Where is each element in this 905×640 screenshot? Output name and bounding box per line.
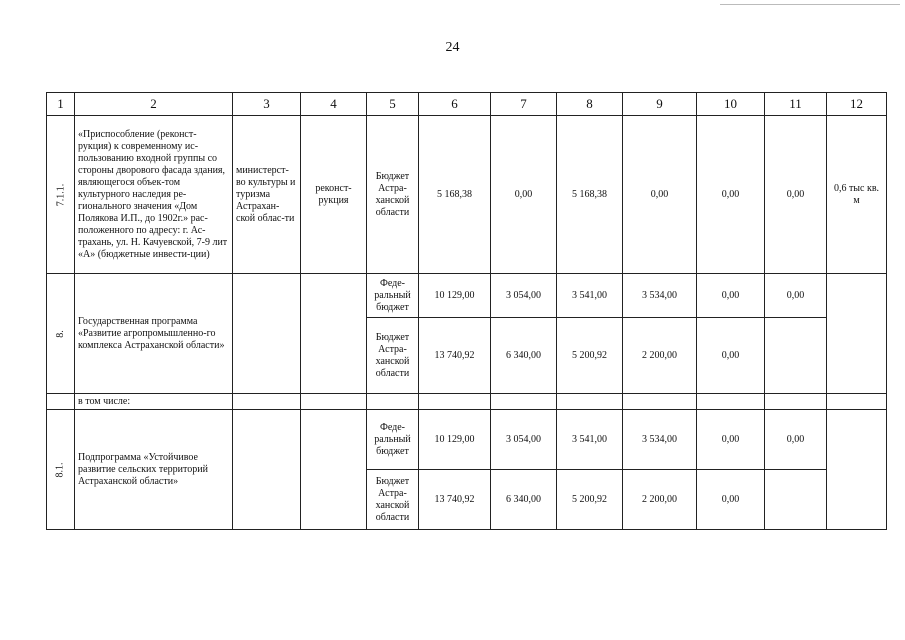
row-source: Бюджет Астра-ханской области xyxy=(367,470,419,530)
cell-c6: 10 129,00 xyxy=(419,410,491,470)
col-header-7: 7 xyxy=(491,93,557,116)
col-header-2: 2 xyxy=(75,93,233,116)
cell-c9: 2 200,00 xyxy=(623,470,697,530)
row-code: 8.1. xyxy=(47,410,75,530)
row-type xyxy=(301,410,367,530)
cell-c10: 0,00 xyxy=(697,410,765,470)
cell-c9: 0,00 xyxy=(623,116,697,274)
table-row-8-1-federal xyxy=(47,410,887,470)
cell-c12: 0,6 тыс кв. м xyxy=(827,116,887,274)
cell-c6: 10 129,00 xyxy=(419,274,491,318)
cell-c10: 0,00 xyxy=(697,274,765,318)
row-name: в том числе: xyxy=(75,394,233,410)
cell-c6: 13 740,92 xyxy=(419,318,491,394)
row-source: Бюджет Астра-ханской области xyxy=(367,318,419,394)
cell-c7: 6 340,00 xyxy=(491,318,557,394)
cell-c7: 6 340,00 xyxy=(491,470,557,530)
table-row-including xyxy=(47,394,887,410)
cell-c11: 0,00 xyxy=(765,410,827,470)
col-header-9: 9 xyxy=(623,93,697,116)
cell-c11 xyxy=(765,318,827,394)
cell-c8: 5 200,92 xyxy=(557,318,623,394)
col-header-6: 6 xyxy=(419,93,491,116)
cell-c6: 5 168,38 xyxy=(419,116,491,274)
row-code: 7.1.1. xyxy=(47,116,75,274)
page-number: 24 xyxy=(445,40,460,55)
col-header-5: 5 xyxy=(367,93,419,116)
col-header-4: 4 xyxy=(301,93,367,116)
row-code: 8. xyxy=(47,274,75,394)
cell-c8: 3 541,00 xyxy=(557,410,623,470)
top-edge-line xyxy=(720,4,900,5)
cell-c9: 3 534,00 xyxy=(623,410,697,470)
col-header-11: 11 xyxy=(765,93,827,116)
row-executor xyxy=(233,274,301,394)
cell-c11: 0,00 xyxy=(765,274,827,318)
cell-c10: 0,00 xyxy=(697,470,765,530)
cell-c8: 5 200,92 xyxy=(557,470,623,530)
cell-c8: 5 168,38 xyxy=(557,116,623,274)
cell-c10: 0,00 xyxy=(697,116,765,274)
row-executor xyxy=(233,410,301,530)
cell-c7: 3 054,00 xyxy=(491,274,557,318)
row-type: реконст-рукция xyxy=(301,116,367,274)
row-name: «Приспособление (реконст-рукция) к современному ис-пользованию входной группы со стороны дворового фасада здания, являющегося объек-том культурного наследия ре-гионального значения «Дом Полякова И.П., до 1902г.» рас-положенного по адресу: г. Ас-трахань, ул. Н. Качуевской, 7-9 лит «А» (бюджетные инвести-ции) xyxy=(75,116,233,274)
col-header-10: 10 xyxy=(697,93,765,116)
row-type xyxy=(301,274,367,394)
row-name: Подпрограмма «Устойчивое развитие сельских территорий Астраханской области» xyxy=(75,410,233,530)
cell-c8: 3 541,00 xyxy=(557,274,623,318)
cell-c6: 13 740,92 xyxy=(419,470,491,530)
cell-c12 xyxy=(827,274,887,394)
row-source: Бюджет Астра-ханской области xyxy=(367,116,419,274)
cell-c7: 3 054,00 xyxy=(491,410,557,470)
cell-c12 xyxy=(827,410,887,530)
row-executor: министерст-во культуры и туризма Астрахан-ской облас-ти xyxy=(233,116,301,274)
col-header-1: 1 xyxy=(47,93,75,116)
row-name: Государственная программа «Развитие агропромышленно-го комплекса Астраханской области» xyxy=(75,274,233,394)
header-row xyxy=(47,93,887,116)
cell-c9: 3 534,00 xyxy=(623,274,697,318)
row-code xyxy=(47,394,75,410)
cell-c11: 0,00 xyxy=(765,116,827,274)
col-header-12: 12 xyxy=(827,93,887,116)
table-row-7-1-1 xyxy=(47,116,887,274)
cell-c11 xyxy=(765,470,827,530)
row-source: Феде-ральный бюджет xyxy=(367,274,419,318)
col-header-3: 3 xyxy=(233,93,301,116)
table-row-8-federal xyxy=(47,274,887,318)
cell-c7: 0,00 xyxy=(491,116,557,274)
row-source: Феде-ральный бюджет xyxy=(367,410,419,470)
cell-c9: 2 200,00 xyxy=(623,318,697,394)
cell-c10: 0,00 xyxy=(697,318,765,394)
col-header-8: 8 xyxy=(557,93,623,116)
budget-table xyxy=(46,92,887,530)
